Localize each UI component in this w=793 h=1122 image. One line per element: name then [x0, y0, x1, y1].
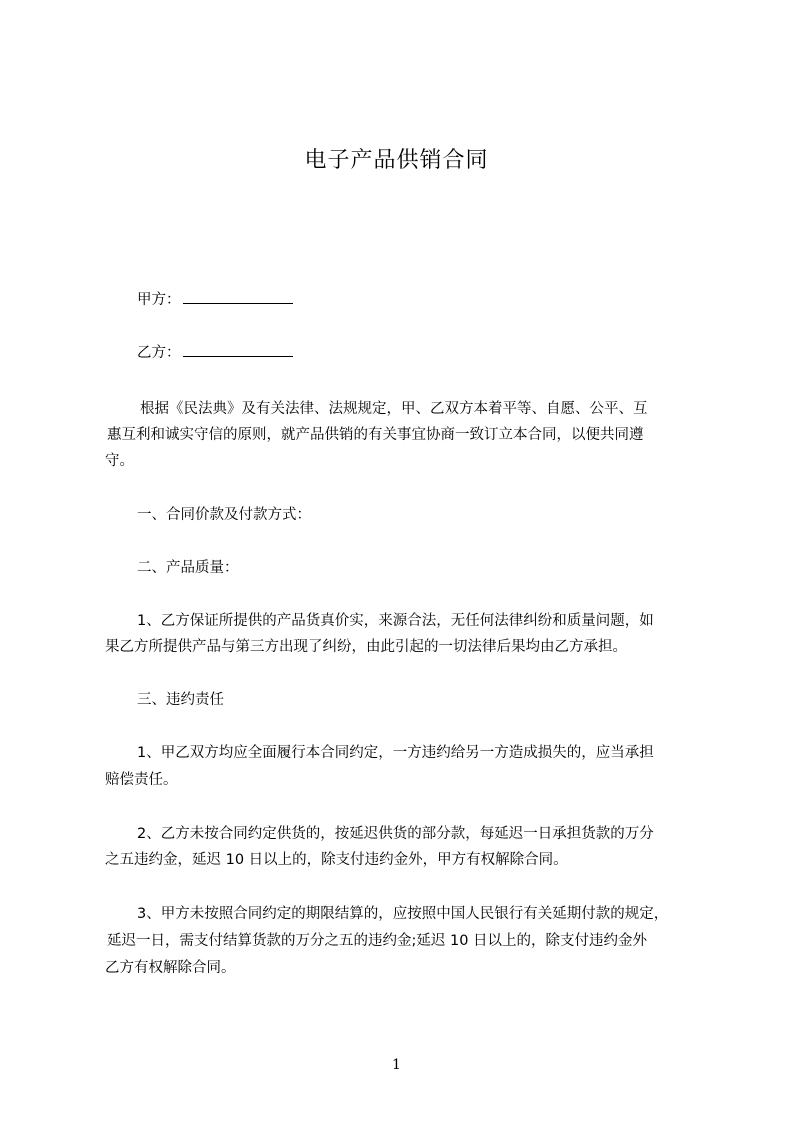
section-3-item-3-line-1: 3、甲方未按照合同约定的期限结算的，应按照中国人民银行有关延期付款的规定，: [137, 906, 669, 922]
intro-line-3: 守。: [105, 453, 134, 469]
section-3-heading: 三、违约责任: [137, 692, 224, 708]
party-a-line: [137, 292, 293, 309]
intro-line-2: 惠互利和诚实守信的原则，就产品供销的有关事宜协商一致订立本合同，以便共同遵: [107, 427, 644, 443]
party-a-blank: [183, 292, 293, 304]
section-3-item-1-line-1: 1、甲乙双方均应全面履行本合同约定，一方违约给另一方造成损失的，应当承担: [137, 745, 654, 761]
page-number: 1: [392, 1057, 401, 1073]
section-3-item-3-line-2: 延迟一日，需支付结算货款的万分之五的违约金;延迟 10 日以上的，除支付违约金外: [107, 933, 648, 949]
section-3-item-3-line-3: 乙方有权解除合同。: [105, 960, 236, 976]
party-b-label: 乙方：: [137, 345, 181, 361]
document-title: 电子产品供销合同: [304, 148, 489, 173]
section-1-heading: 一、合同价款及付款方式：: [137, 507, 311, 523]
party-b-line: [137, 345, 293, 362]
section-3-item-2-line-2: 之五违约金，延迟 10 日以上的，除支付违约金外，甲方有权解除合同。: [105, 852, 568, 868]
party-a-label: 甲方：: [137, 292, 181, 308]
intro-line-1: 根据《民法典》及有关法律、法规规定，甲、乙双方本着平等、自愿、公平、互: [140, 401, 648, 417]
section-2-item-1-line-1: 1、乙方保证所提供的产品货真价实，来源合法，无任何法律纠纷和质量问题，如: [137, 613, 654, 629]
section-2-item-1-line-2: 果乙方所提供产品与第三方出现了纠纷，由此引起的一切法律后果均由乙方承担。: [105, 639, 627, 655]
party-b-blank: [183, 345, 293, 357]
section-2-heading: 二、产品质量：: [137, 560, 239, 576]
section-3-item-1-line-2: 赔偿责任。: [105, 772, 178, 788]
section-3-item-2-line-1: 2、乙方未按合同约定供货的，按延迟供货的部分款，每延迟一日承担货款的万分: [137, 826, 654, 842]
